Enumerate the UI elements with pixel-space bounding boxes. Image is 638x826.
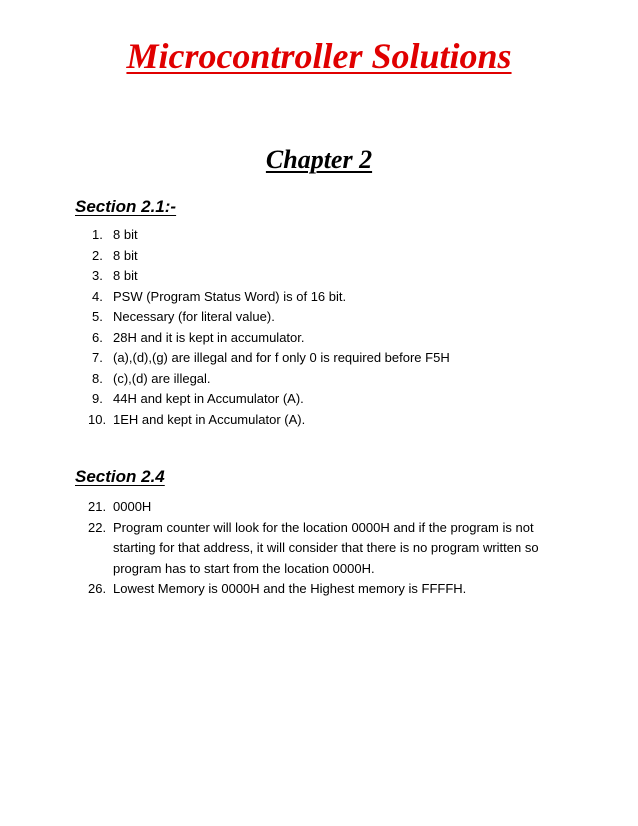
item-number: 1.	[92, 227, 103, 242]
section-2-1-answer-list	[0, 225, 573, 430]
section-heading-2-4: Section 2.4	[75, 467, 165, 486]
list-item	[0, 579, 573, 600]
chapter-heading	[0, 144, 638, 176]
list-item	[0, 287, 573, 308]
section-heading-2-1: Section 2.1:-	[75, 197, 177, 216]
chapter-heading-text: Chapter 2	[265, 145, 373, 174]
item-text: 1EH and kept in Accumulator (A).	[113, 411, 306, 427]
item-text: Necessary (for literal value).	[113, 309, 275, 324]
item-text: Program counter will look for the location 0000H and if the program is not starting for that address, it will consider that there is no program written so program has to start from the location 0000H.	[113, 519, 539, 576]
list-item	[0, 410, 573, 431]
item-number: 5.	[92, 309, 103, 324]
list-item	[0, 246, 573, 267]
list-item	[0, 328, 573, 349]
item-number: 2.	[92, 247, 103, 263]
item-number: 4.	[92, 288, 103, 304]
item-number: 22.	[88, 519, 107, 535]
document-title	[0, 34, 638, 78]
item-text: (c),(d) are illegal.	[113, 370, 211, 386]
item-text: (a),(d),(g) are illegal and for f only 0 is required before F5H	[113, 350, 450, 365]
item-number: 9.	[92, 391, 103, 406]
item-text: 8 bit	[113, 247, 138, 263]
list-item	[0, 225, 573, 246]
list-item	[0, 369, 573, 390]
item-text: Lowest Memory is 0000H and the Highest memory is FFFFH.	[113, 581, 467, 596]
item-text: PSW (Program Status Word) is of 16 bit.	[113, 288, 347, 304]
item-number: 7.	[92, 350, 103, 365]
list-item	[0, 307, 573, 328]
item-number: 10.	[88, 411, 107, 427]
item-text: 8 bit	[113, 227, 138, 242]
document-title-text: Microcontroller Solutions	[126, 36, 512, 76]
list-item	[0, 348, 573, 369]
list-item	[0, 389, 573, 410]
item-number: 8.	[92, 370, 103, 386]
item-number: 3.	[92, 268, 103, 283]
item-text: 0000H	[113, 499, 152, 514]
item-number: 26.	[88, 581, 107, 596]
item-text: 44H and kept in Accumulator (A).	[113, 391, 304, 406]
list-item	[0, 518, 573, 580]
list-item	[0, 266, 573, 287]
list-item	[0, 497, 573, 518]
item-number: 21.	[88, 499, 107, 514]
item-text: 8 bit	[113, 268, 138, 283]
item-text: 28H and it is kept in accumulator.	[113, 329, 305, 345]
section-2-4-answer-list	[0, 497, 573, 600]
item-number: 6.	[92, 329, 103, 345]
